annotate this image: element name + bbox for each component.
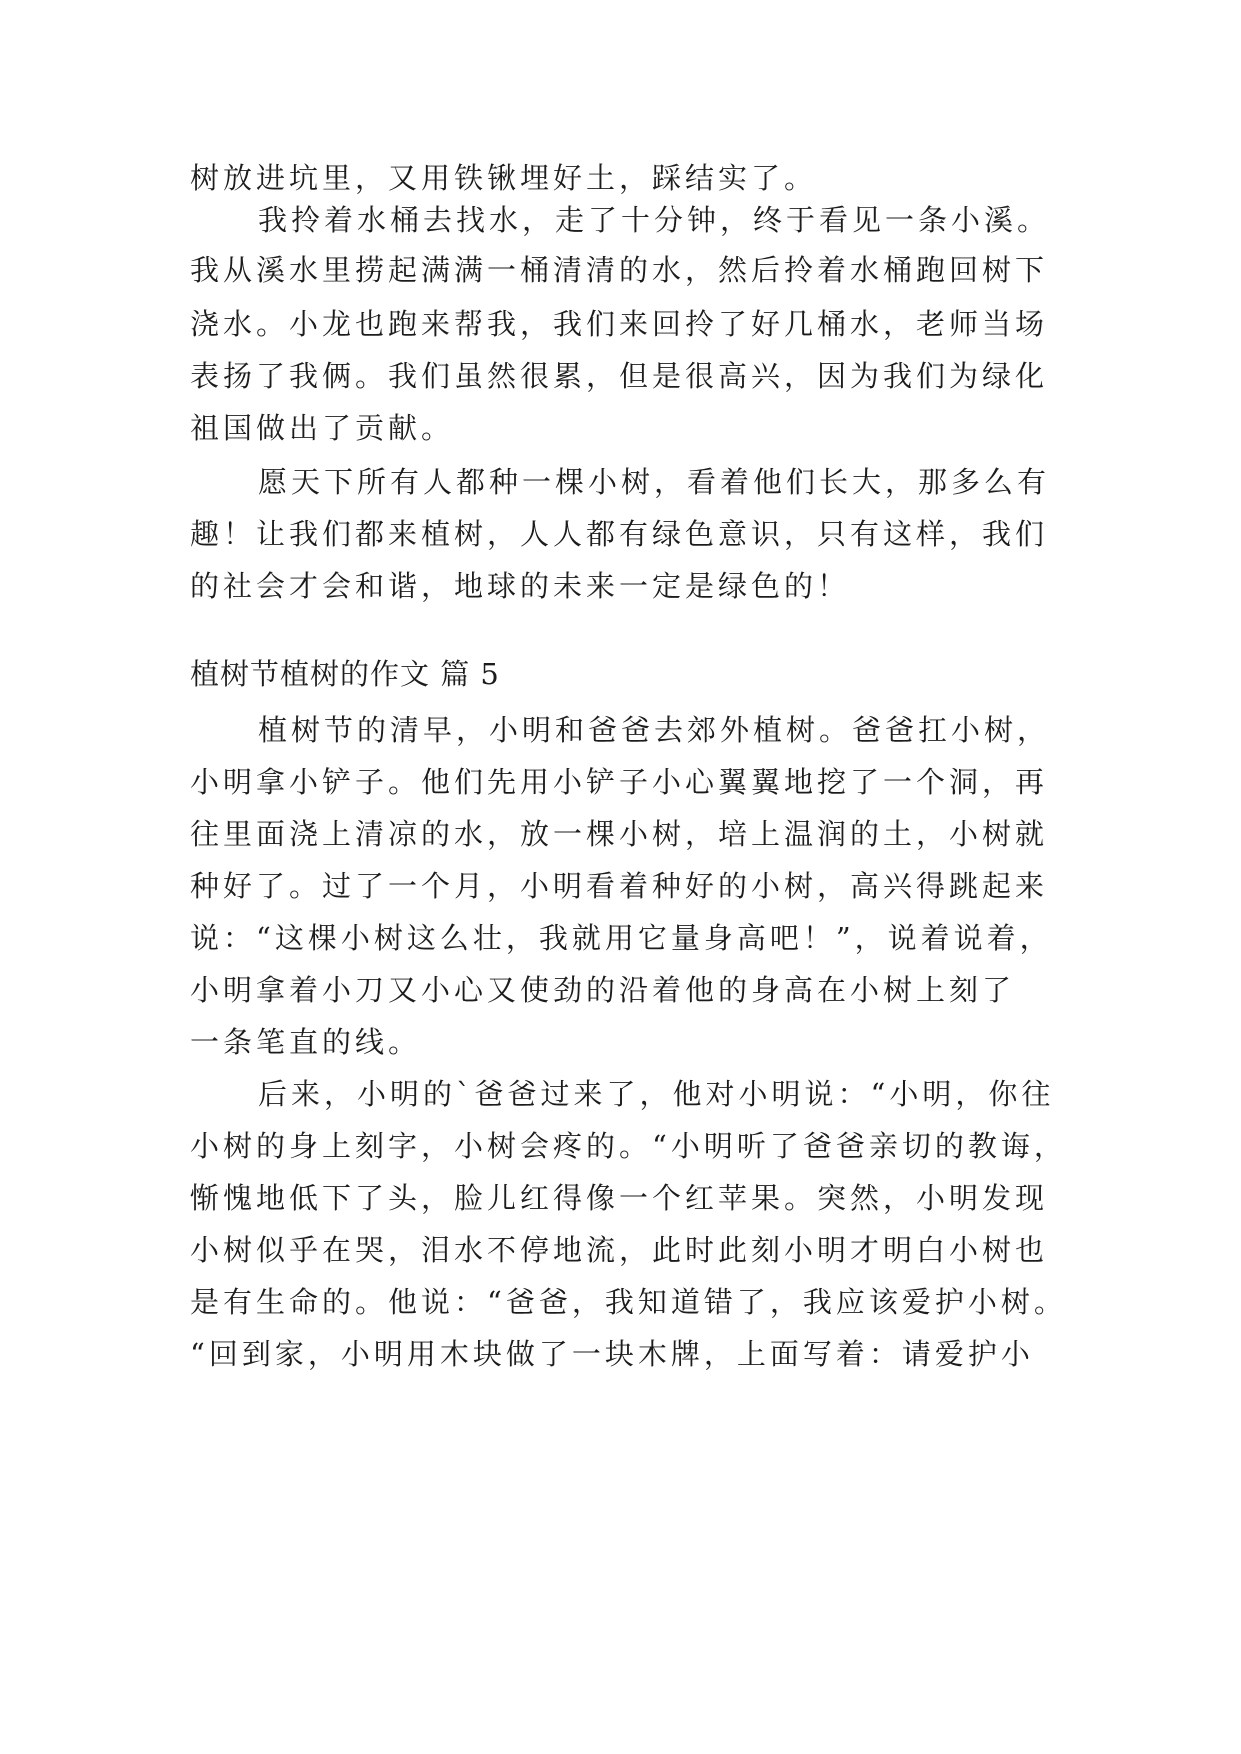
text-line: 趣！让我们都来植树，人人都有绿色意识，只有这样，我们	[190, 517, 1049, 551]
section-heading: 植树节植树的作文 篇 5	[190, 657, 500, 691]
text-line: 一条笔直的线。	[190, 1025, 422, 1059]
text-line: 表扬了我俩。我们虽然很累，但是很高兴，因为我们为绿化	[190, 359, 1049, 393]
text-line: 树放进坑里，又用铁锹埋好土，踩结实了。	[190, 161, 818, 195]
text-line: 祖国做出了贡献。	[190, 411, 455, 445]
text-line: 小明拿小铲子。他们先用小铲子小心翼翼地挖了一个洞，再	[190, 765, 1049, 799]
text-line: 小树的身上刻字，小树会疼的。“小明听了爸爸亲切的教诲，	[190, 1129, 1067, 1163]
text-line: 种好了。过了一个月，小明看着种好的小树，高兴得跳起来	[190, 869, 1049, 903]
text-line: 小树似乎在哭，泪水不停地流，此时此刻小明才明白小树也	[190, 1233, 1049, 1267]
text-line: 小明拿着小刀又小心又使劲的沿着他的身高在小树上刻了	[190, 973, 1016, 1007]
paragraph-start-line: 我拎着水桶去找水，走了十分钟，终于看见一条小溪。	[258, 203, 1051, 237]
paragraph-start-line: 愿天下所有人都种一棵小树，看着他们长大，那多么有	[258, 465, 1051, 499]
text-line: 往里面浇上清凉的水，放一棵小树，培上温润的土，小树就	[190, 817, 1049, 851]
text-line: 我从溪水里捞起满满一桶清清的水，然后拎着水桶跑回树下	[190, 253, 1049, 287]
text-line: 是有生命的。他说：“爸爸，我知道错了，我应该爱护小树。	[190, 1285, 1067, 1319]
text-line: 说：“这棵小树这么壮，我就用它量身高吧！”，说着说着，	[190, 921, 1053, 955]
paragraph-start-line: 植树节的清早，小明和爸爸去郊外植树。爸爸扛小树，	[258, 713, 1051, 747]
text-line: 惭愧地低下了头，脸儿红得像一个红苹果。突然，小明发现	[190, 1181, 1049, 1215]
paragraph-start-line: 后来，小明的`爸爸过来了，他对小明说：“小明，你往	[258, 1077, 1055, 1111]
text-line: 浇水。小龙也跑来帮我，我们来回拎了好几桶水，老师当场	[190, 307, 1049, 341]
text-line: “回到家，小明用木块做了一块木牌，上面写着：请爱护小	[190, 1337, 1034, 1371]
text-line: 的社会才会和谐，地球的未来一定是绿色的！	[190, 569, 851, 603]
